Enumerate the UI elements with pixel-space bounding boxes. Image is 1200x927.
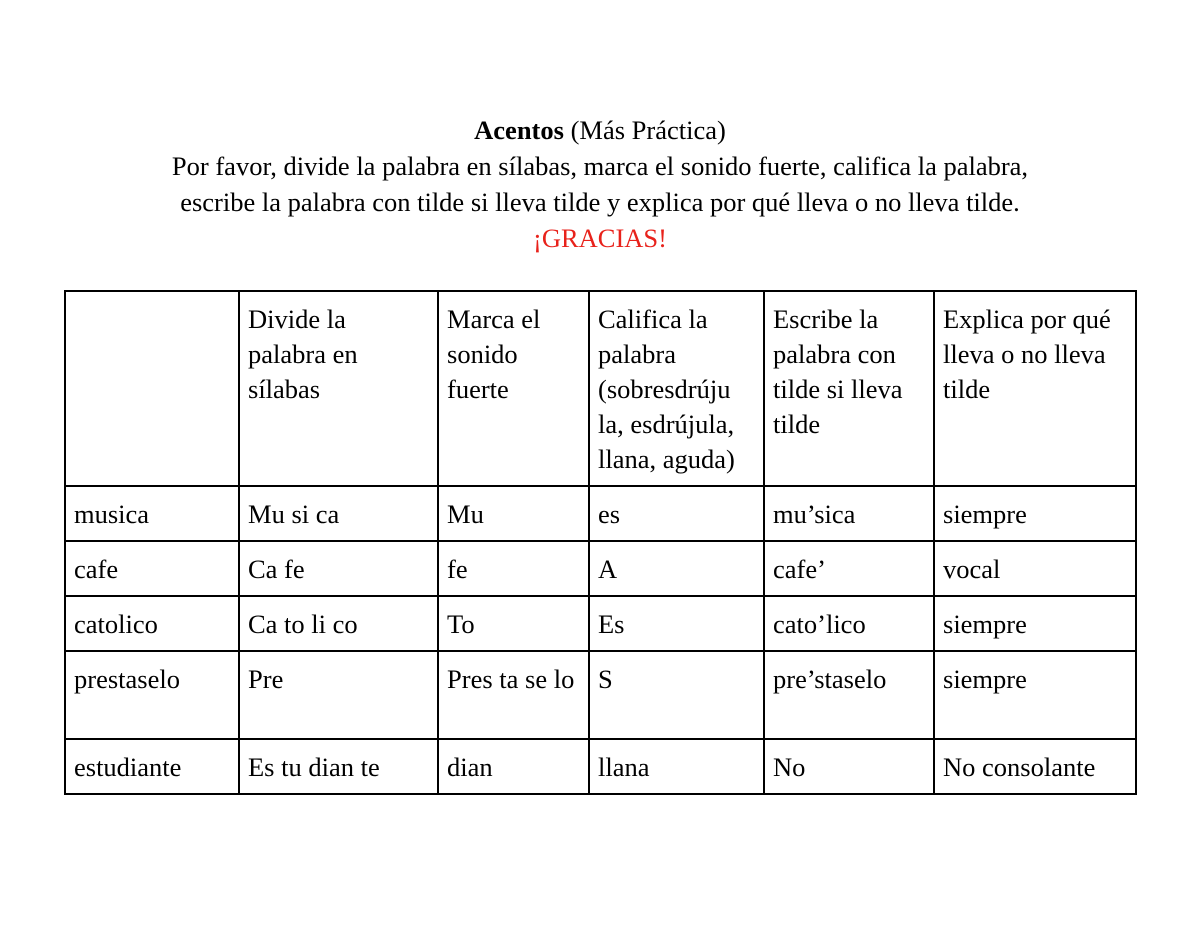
table-header-row <box>65 291 1136 486</box>
title-subtitle: (Más Práctica) <box>570 115 726 145</box>
cell-word: estudiante <box>65 739 239 794</box>
cell-with-accent: cafe’ <box>764 541 934 596</box>
cell-classification: A <box>589 541 764 596</box>
cell-word: prestaselo <box>65 651 239 739</box>
cell-stress: Pres ta se lo <box>438 651 589 739</box>
table-row <box>65 651 1136 739</box>
title-bold: Acentos <box>474 115 564 145</box>
header-cell-blank <box>65 291 239 486</box>
accent-practice-table <box>64 290 1137 795</box>
table-row <box>65 541 1136 596</box>
cell-with-accent: mu’sica <box>764 486 934 541</box>
cell-classification: Es <box>589 596 764 651</box>
cell-syllables: Ca to li co <box>239 596 438 651</box>
table-row <box>65 486 1136 541</box>
table-row <box>65 596 1136 651</box>
instructions-line-1: Por favor, divide la palabra en sílabas, marca el sonido fuerte, califica la palabra, <box>171 151 1029 181</box>
cell-stress: To <box>438 596 589 651</box>
cell-classification: S <box>589 651 764 739</box>
cell-with-accent: pre’staselo <box>764 651 934 739</box>
cell-word: catolico <box>65 596 239 651</box>
header-cell-divide: Divide la palabra en sílabas <box>239 291 438 486</box>
cell-with-accent: No <box>764 739 934 794</box>
cell-classification: es <box>589 486 764 541</box>
cell-explanation: siempre <box>934 486 1136 541</box>
header-cell-escribe: Escribe la palabra con tilde si lleva tilde <box>764 291 934 486</box>
cell-with-accent: cato’lico <box>764 596 934 651</box>
header-cell-explica: Explica por qué lleva o no lleva tilde <box>934 291 1136 486</box>
table-row <box>65 739 1136 794</box>
cell-explanation: No consolante <box>934 739 1136 794</box>
cell-syllables: Mu si ca <box>239 486 438 541</box>
cell-stress: fe <box>438 541 589 596</box>
cell-classification: llana <box>589 739 764 794</box>
cell-word: musica <box>65 486 239 541</box>
cell-stress: Mu <box>438 486 589 541</box>
cell-syllables: Es tu dian te <box>239 739 438 794</box>
header-cell-califica: Califica la palabra (sobresdrúju la, esdrújula, llana, aguda) <box>589 291 764 486</box>
instructions-line-2: escribe la palabra con tilde si lleva tilde y explica por qué lleva o no lleva tilde. <box>180 187 1020 217</box>
cell-stress: dian <box>438 739 589 794</box>
page-title <box>0 112 1200 148</box>
cell-explanation: siempre <box>934 596 1136 651</box>
cell-explanation: vocal <box>934 541 1136 596</box>
thanks-text: ¡GRACIAS! <box>533 223 667 253</box>
cell-explanation: siempre <box>934 651 1136 739</box>
header-cell-marca: Marca el sonido fuerte <box>438 291 589 486</box>
cell-syllables: Pre <box>239 651 438 739</box>
cell-syllables: Ca fe <box>239 541 438 596</box>
document-header <box>0 112 1200 256</box>
cell-word: cafe <box>65 541 239 596</box>
